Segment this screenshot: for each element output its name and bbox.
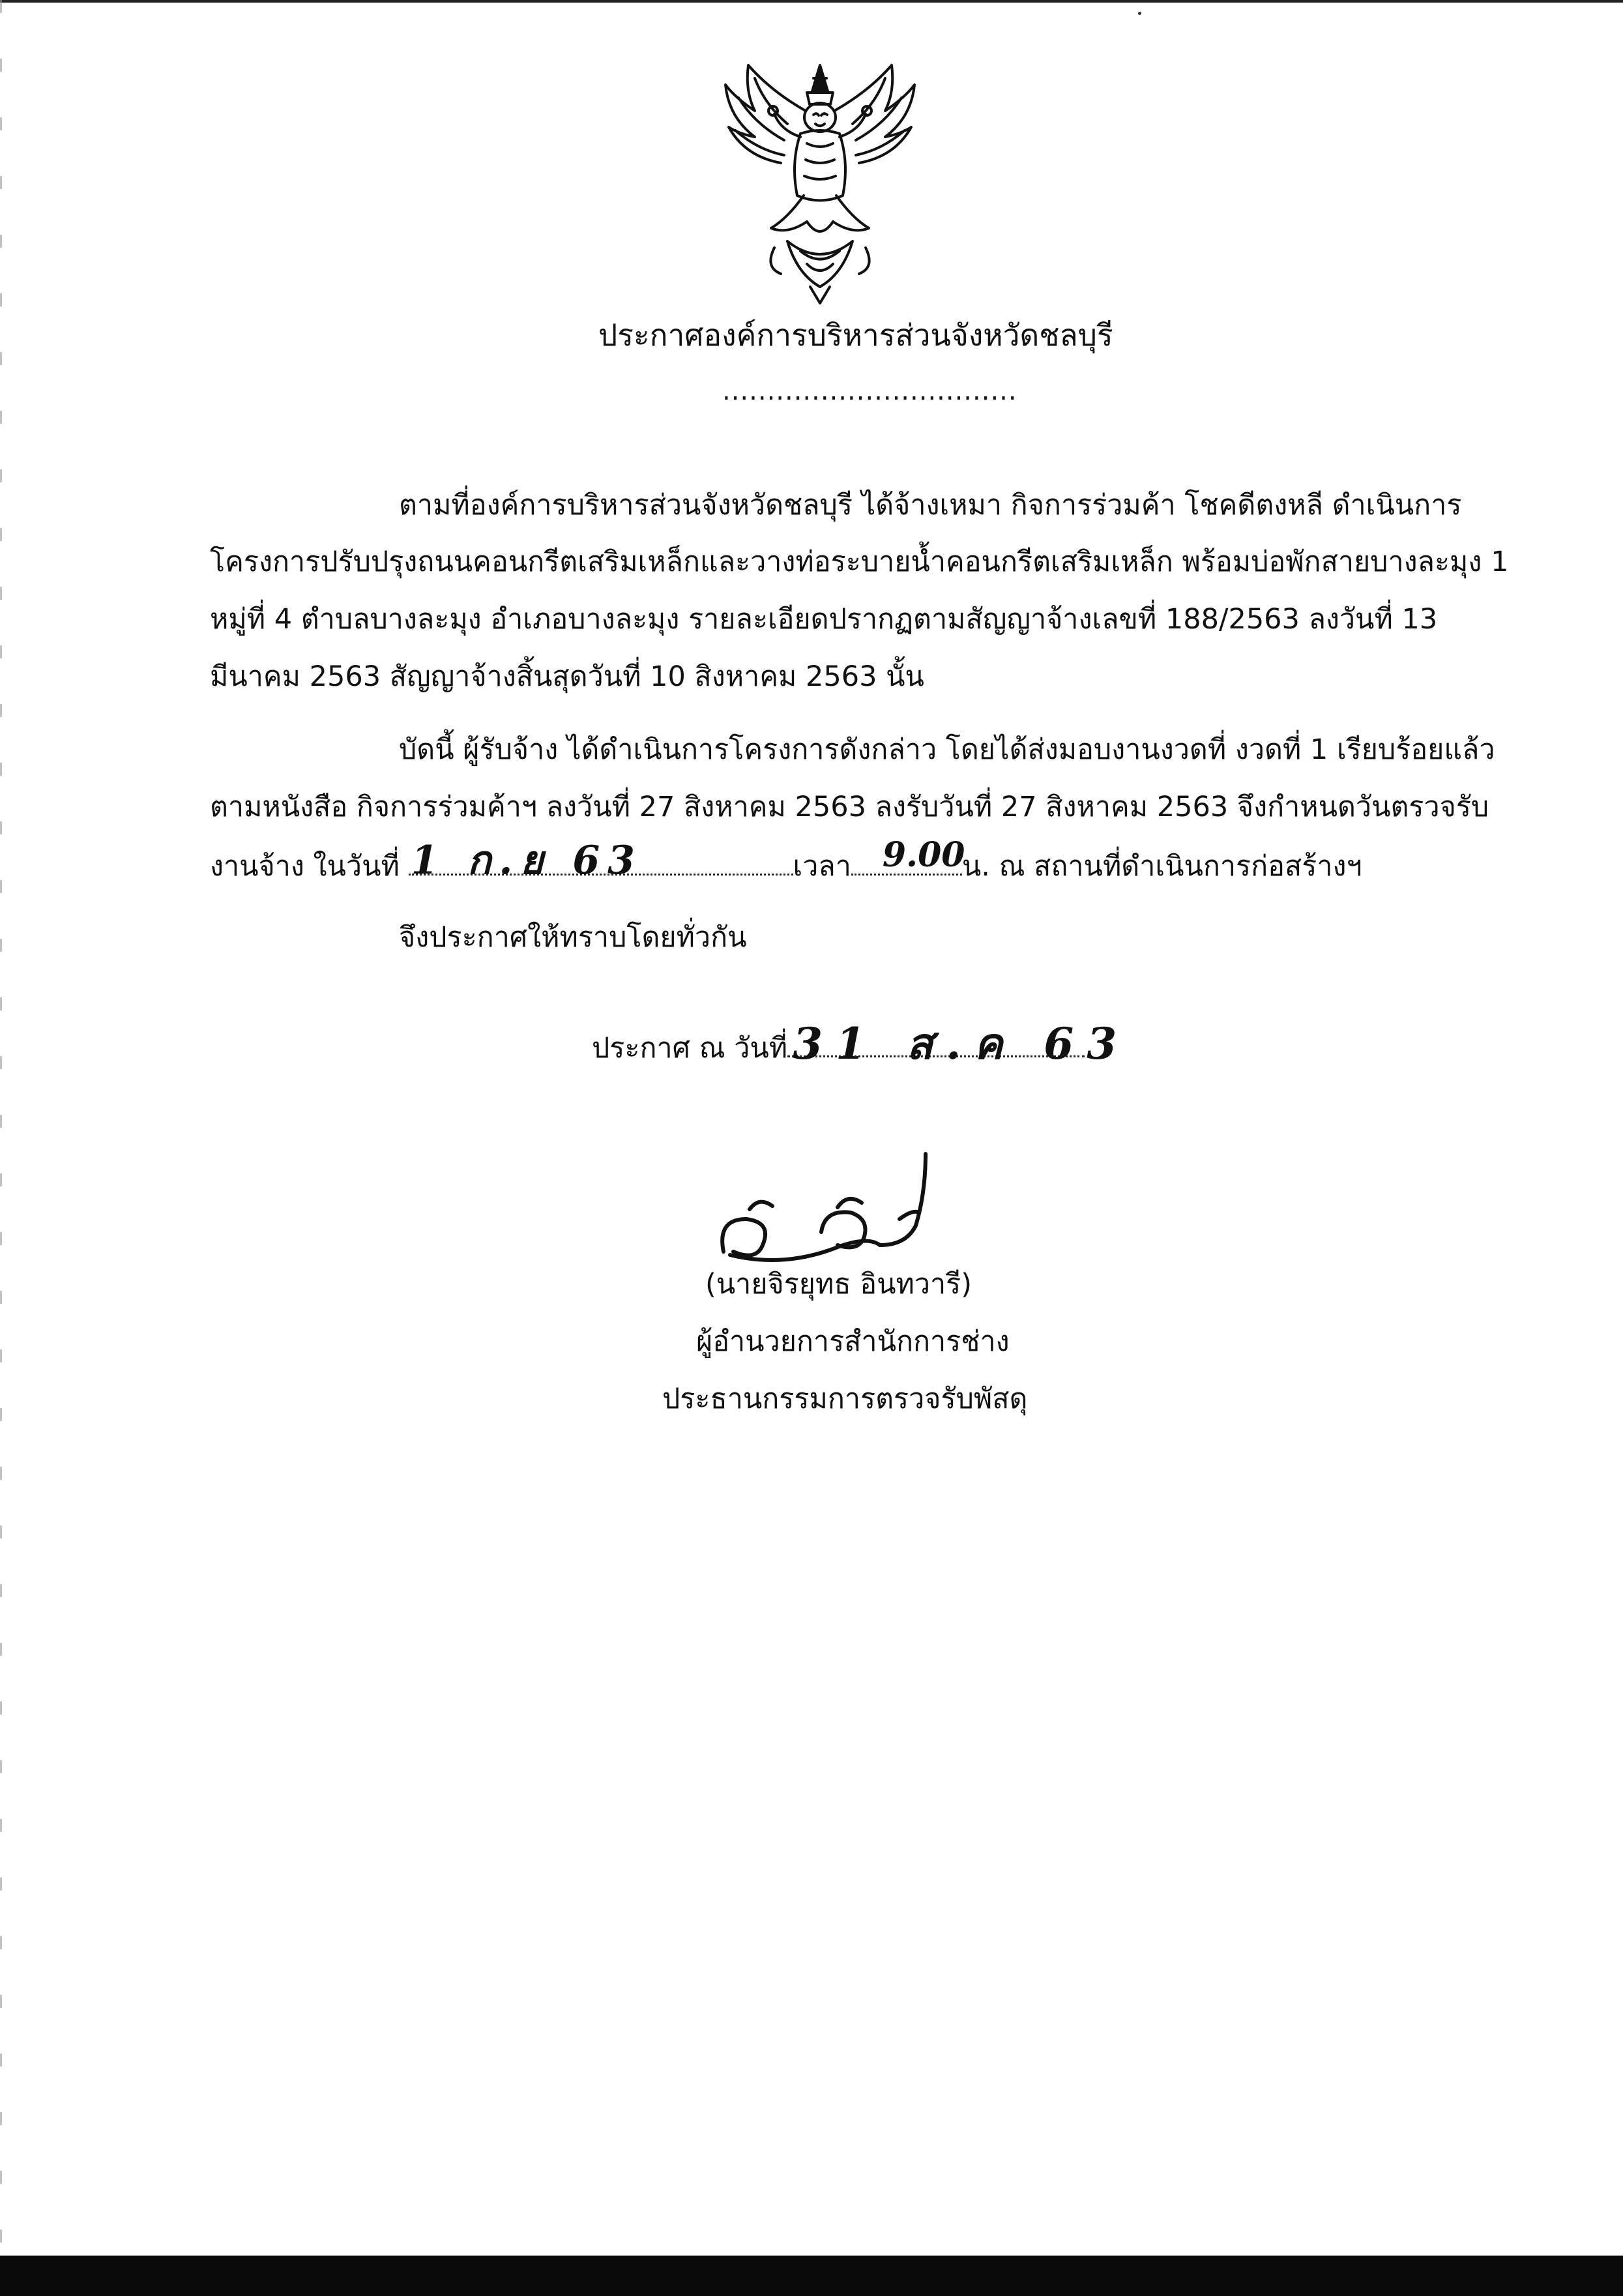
inspection-prefix: งานจ้าง ในวันที่: [210, 850, 409, 883]
scan-bottom-band: [0, 2256, 1623, 2296]
page-title: ประกาศองค์การบริหารส่วนจังหวัดชลบุรี: [598, 317, 1113, 353]
signatory-position-2: ประธานกรรมการตรวจรับพัสดุ: [662, 1383, 1028, 1415]
handwritten-signature: [710, 1147, 958, 1278]
announcement-label: ประกาศ ณ วันที่: [592, 1032, 788, 1065]
scan-top-edge: [0, 0, 1623, 3]
paragraph-1-line-4: มีนาคม 2563 สัญญาจ้างสิ้นสุดวันที่ 10 สิงหาคม 2563 นั้น: [210, 660, 924, 693]
paragraph-1-line-1: ตามที่องค์การบริหารส่วนจังหวัดชลบุรี ได้จ้างเหมา กิจการร่วมค้า โชคดีตงหลี ดำเนินการ: [399, 489, 1462, 522]
inspection-suffix: น. ณ สถานที่ดำเนินการก่อสร้างฯ: [961, 850, 1362, 883]
inspection-time-label: เวลา: [793, 850, 851, 883]
inspection-date-handwritten: 1 ก.ย 63: [411, 838, 643, 883]
scan-speck: [1138, 12, 1141, 15]
inspection-schedule-line: [210, 835, 1362, 886]
inspection-date-field: [409, 838, 793, 883]
signatory-position-1: ผู้อำนวยการสำนักการช่าง: [696, 1325, 1010, 1358]
inspection-time-handwritten: 9.00: [882, 835, 965, 875]
announcement-date-handwritten: 31 ส.ค 63: [793, 1018, 1130, 1069]
closing-statement: จึงประกาศให้ทราบโดยทั่วกัน: [399, 921, 747, 954]
paragraph-1-line-2: โครงการปรับปรุงถนนคอนกรีตเสริมเหล็กและวางท่อระบายน้ำคอนกรีตเสริมเหล็ก พร้อมบ่อพักสายบางละมุง 1: [210, 546, 1509, 578]
paragraph-1-line-3: หมู่ที่ 4 ตำบลบางละมุง อำเภอบางละมุง รายละเอียดปรากฏตามสัญญาจ้างเลขที่ 188/2563 ลงวันที่ 13: [210, 603, 1438, 636]
signatory-name: (นายจิรยุทธ อินทวารี): [705, 1268, 972, 1301]
announcement-date-field: [787, 1018, 1130, 1069]
title-underline-dots: .................................: [722, 376, 1017, 406]
garuda-emblem-icon: [709, 52, 931, 313]
paragraph-2-line-2: ตามหนังสือ กิจการร่วมค้าฯ ลงวันที่ 27 สิงหาคม 2563 ลงรับวันที่ 27 สิงหาคม 2563 จึงกำหนดวันตรวจรับ: [210, 791, 1489, 823]
scan-left-edge-marks: [0, 0, 2, 2256]
paragraph-2-line-1: บัดนี้ ผู้รับจ้าง ได้ดำเนินการโครงการดังกล่าว โดยได้ส่งมอบงานงวดที่ งวดที่ 1 เรียบร้อยแล้ว: [399, 733, 1495, 766]
inspection-time-field: [851, 835, 965, 876]
announcement-date-line: [592, 1018, 1130, 1069]
